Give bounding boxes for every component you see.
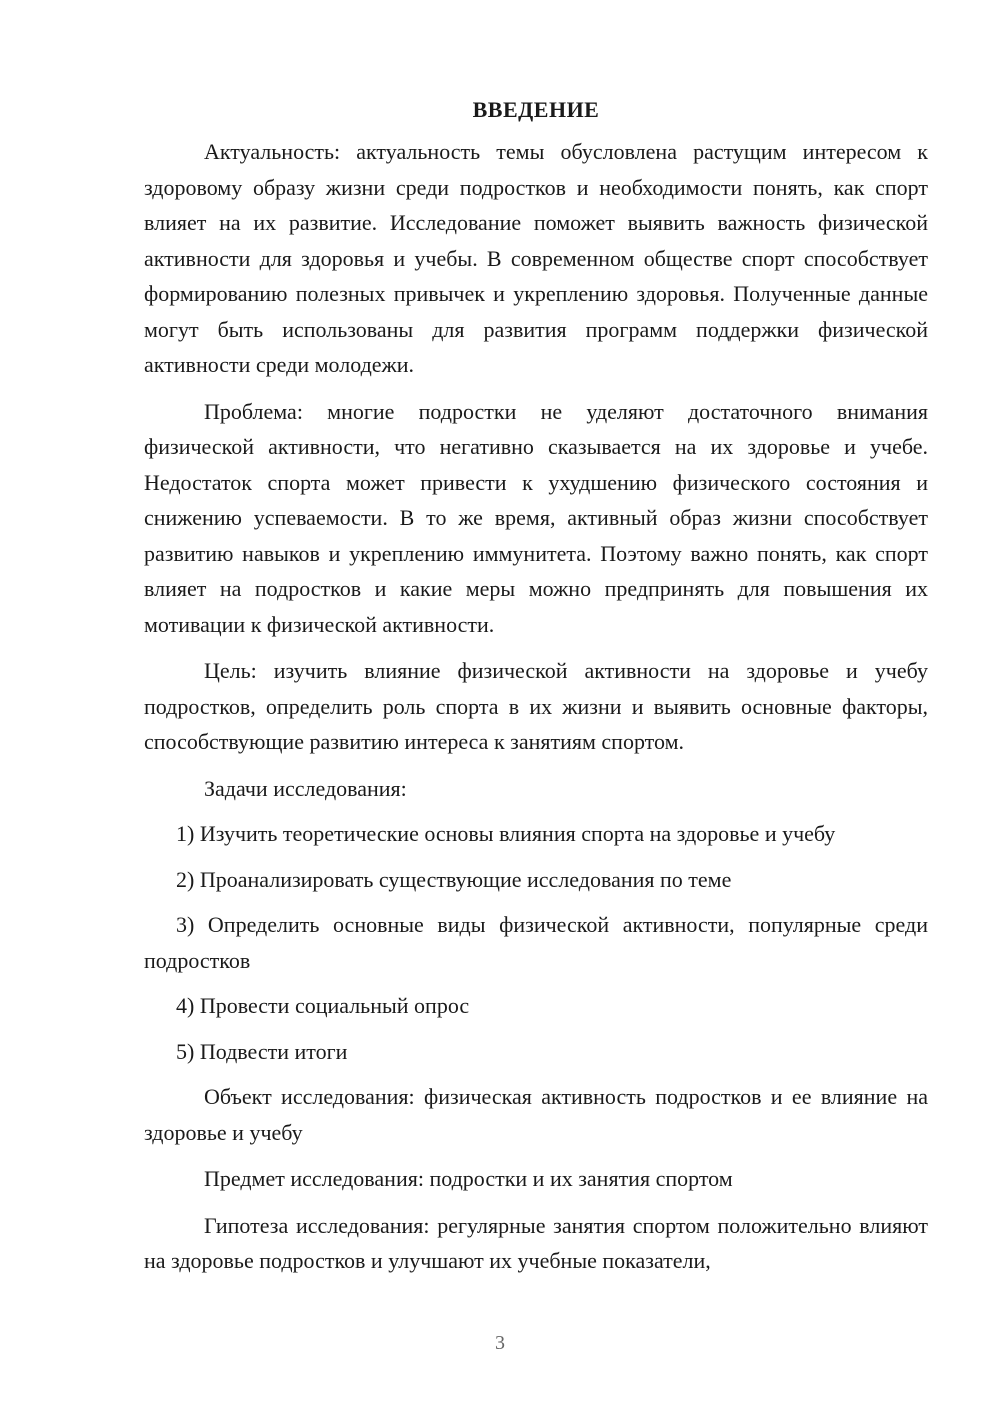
- task-item: 5) Подвести итоги: [176, 1038, 348, 1064]
- paragraph-relevance: Актуальность: актуальность темы обусловлена растущим интересом к здоровому образу жизни среди подростков и необходимости понять, как спорт влияет на их развитие. Исследование поможет выявить важность физической активности для здоровья и учебы. В современном обществе спорт способствует формированию полезных привычек и укреплению здоровья. Полученные данные могут быть использованы для развития программ поддержки физической активности среди молодежи.: [144, 139, 928, 377]
- paragraph-object: Объект исследования: физическая активность подростков и ее влияние на здоровье и учебу: [144, 1084, 928, 1145]
- paragraph-goal: Цель: изучить влияние физической активности на здоровье и учебу подростков, определить роль спорта в их жизни и выявить основные факторы, способствующие развитию интереса к занятиям спортом.: [144, 658, 928, 754]
- section-title: ВВЕДЕНИЕ: [472, 97, 600, 122]
- paragraph-problem: Проблема: многие подростки не уделяют достаточного внимания физической активности, что негативно сказывается на их здоровье и учебе. Недостаток спорта может привести к ухудшению физического состояния и снижению успеваемости. В то же время, активный образ жизни способствует развитию навыков и укреплению иммунитета. Поэтому важно понять, как спорт влияет на подростков и какие меры можно предпринять для повышения их мотивации к физической активности.: [144, 398, 928, 637]
- task-item: 3) Определить основные виды физической активности, популярные среди подростков: [144, 912, 928, 973]
- task-item: 2) Проанализировать существующие исследования по теме: [176, 866, 732, 892]
- page-number: 3: [495, 1332, 505, 1354]
- paragraph-subject: Предмет исследования: подростки и их занятия спортом: [204, 1166, 733, 1191]
- paragraph-tasks-heading: Задачи исследования:: [204, 775, 407, 801]
- paragraph-hypothesis: Гипотеза исследования: регулярные занятия спортом положительно влияют на здоровье подростков и улучшают их учебные показатели,: [144, 1212, 928, 1273]
- page-body: [144, 92, 928, 1290]
- task-item: 1) Изучить теоретические основы влияния спорта на здоровье и учебу: [176, 821, 836, 846]
- task-item: 4) Провести социальный опрос: [176, 993, 470, 1018]
